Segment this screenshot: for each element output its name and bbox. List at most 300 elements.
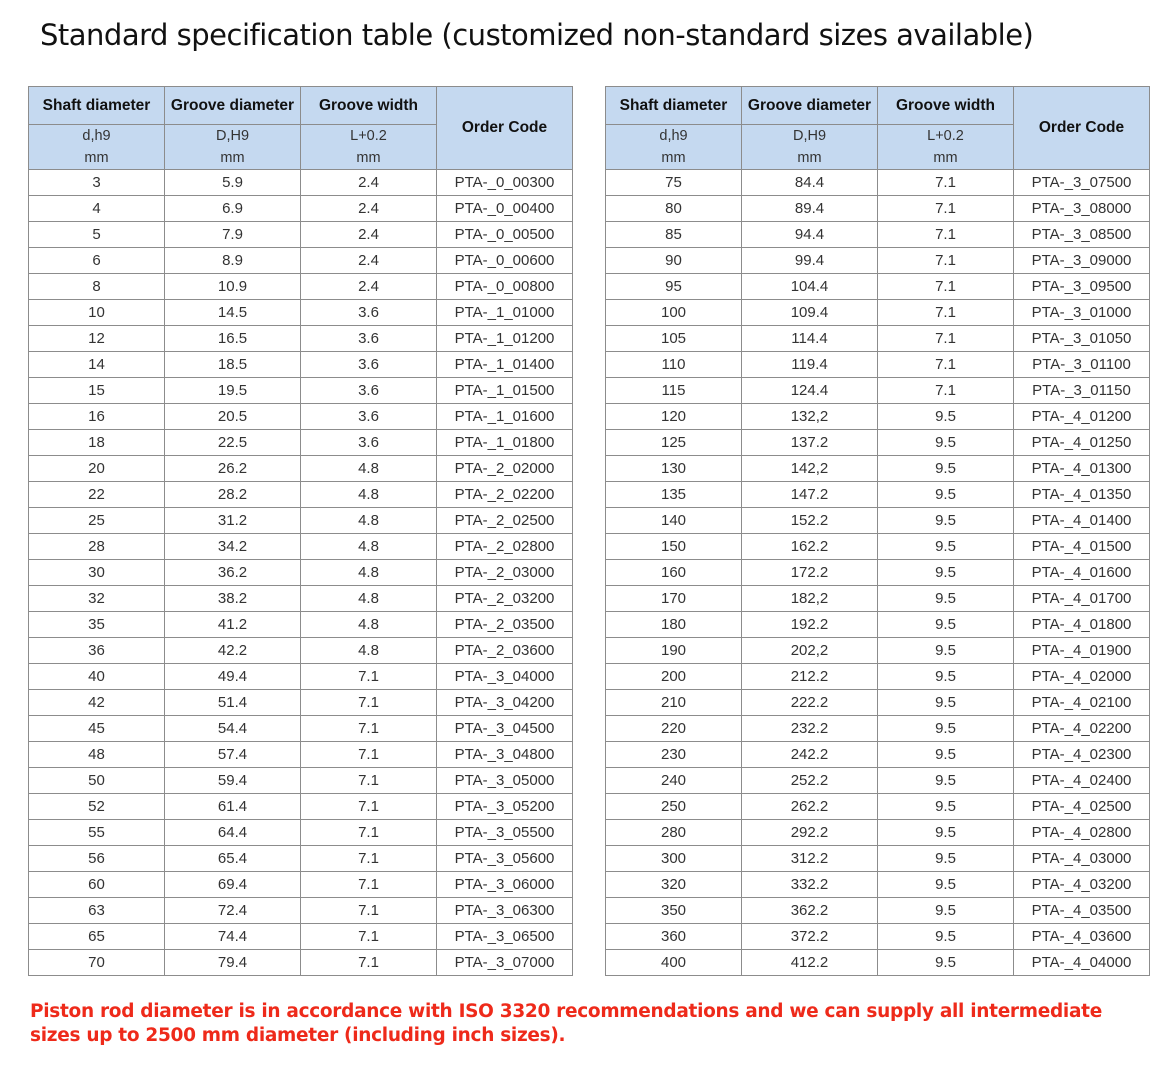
cell-groove-diameter: 74.4 [165,924,301,950]
cell-shaft-diameter: 60 [29,872,165,898]
cell-groove-width: 7.1 [301,768,437,794]
cell-order-code: PTA-_0_00800 [437,274,573,300]
cell-shaft-diameter: 12 [29,326,165,352]
cell-order-code: PTA-_3_06300 [437,898,573,924]
table-row [606,196,1150,222]
table-row [606,664,1150,690]
table-row [606,872,1150,898]
footer-note: Piston rod diameter is in accordance with ISO 3320 recommendations and we can supply all intermediate sizes up to 2500 mm diameter (including inch sizes). [30,1001,1102,1046]
cell-groove-width: 9.5 [878,456,1014,482]
cell-groove-diameter: 42.2 [165,638,301,664]
table-row [29,924,573,950]
table-row [606,716,1150,742]
cell-order-code: PTA-_3_04800 [437,742,573,768]
cell-order-code: PTA-_2_02800 [437,534,573,560]
cell-groove-diameter: 202,2 [742,638,878,664]
cell-order-code: PTA-_4_04000 [1014,950,1150,976]
header-groove-width: Groove width [301,87,437,125]
cell-order-code: PTA-_3_05200 [437,794,573,820]
cell-order-code: PTA-_3_08000 [1014,196,1150,222]
cell-shaft-diameter: 220 [606,716,742,742]
cell-order-code: PTA-_4_01250 [1014,430,1150,456]
header-groove-width: Groove width [878,87,1014,125]
table-row [606,482,1150,508]
table-row [29,274,573,300]
table-row [606,170,1150,196]
cell-shaft-diameter: 180 [606,612,742,638]
header-order-code: Order Code [1014,87,1150,170]
cell-groove-diameter: 252.2 [742,768,878,794]
cell-groove-width: 9.5 [878,560,1014,586]
header-groove-diameter: Groove diameter [742,87,878,125]
cell-groove-width: 7.1 [301,872,437,898]
cell-groove-width: 9.5 [878,950,1014,976]
table-row [606,586,1150,612]
cell-groove-width: 9.5 [878,742,1014,768]
cell-groove-diameter: 6.9 [165,196,301,222]
cell-order-code: PTA-_3_01000 [1014,300,1150,326]
spec-table-right [605,86,1150,976]
cell-groove-diameter: 362.2 [742,898,878,924]
cell-groove-diameter: 72.4 [165,898,301,924]
table-row [29,794,573,820]
cell-shaft-diameter: 75 [606,170,742,196]
cell-groove-width: 7.1 [878,300,1014,326]
cell-groove-width: 9.5 [878,586,1014,612]
cell-order-code: PTA-_4_01350 [1014,482,1150,508]
cell-groove-diameter: 152.2 [742,508,878,534]
cell-order-code: PTA-_4_02100 [1014,690,1150,716]
cell-order-code: PTA-_0_00600 [437,248,573,274]
cell-groove-width: 9.5 [878,664,1014,690]
cell-shaft-diameter: 280 [606,820,742,846]
cell-order-code: PTA-_2_02200 [437,482,573,508]
cell-order-code: PTA-_3_07000 [437,950,573,976]
cell-shaft-diameter: 110 [606,352,742,378]
cell-groove-width: 7.1 [878,274,1014,300]
spec-table-left-body [29,170,573,976]
table-row [29,950,573,976]
table-row [606,404,1150,430]
cell-groove-diameter: 64.4 [165,820,301,846]
cell-order-code: PTA-_2_03600 [437,638,573,664]
cell-order-code: PTA-_4_01700 [1014,586,1150,612]
cell-groove-diameter: 182,2 [742,586,878,612]
cell-shaft-diameter: 160 [606,560,742,586]
cell-groove-width: 4.8 [301,508,437,534]
cell-order-code: PTA-_3_04200 [437,690,573,716]
cell-groove-width: 7.1 [878,378,1014,404]
cell-order-code: PTA-_4_02200 [1014,716,1150,742]
cell-groove-width: 7.1 [878,170,1014,196]
cell-order-code: PTA-_0_00500 [437,222,573,248]
cell-groove-width: 9.5 [878,768,1014,794]
table-row [29,430,573,456]
cell-order-code: PTA-_1_01200 [437,326,573,352]
cell-groove-width: 9.5 [878,716,1014,742]
spec-table-right-body [606,170,1150,976]
table-row [606,534,1150,560]
cell-groove-width: 7.1 [301,846,437,872]
cell-groove-diameter: 412.2 [742,950,878,976]
cell-shaft-diameter: 120 [606,404,742,430]
cell-groove-width: 3.6 [301,352,437,378]
cell-order-code: PTA-_1_01400 [437,352,573,378]
cell-shaft-diameter: 190 [606,638,742,664]
cell-groove-width: 4.8 [301,586,437,612]
cell-shaft-diameter: 22 [29,482,165,508]
table-row [606,222,1150,248]
cell-order-code: PTA-_1_01000 [437,300,573,326]
cell-groove-width: 7.1 [301,794,437,820]
table-row [29,300,573,326]
table-row [29,222,573,248]
cell-groove-width: 2.4 [301,248,437,274]
cell-order-code: PTA-_4_02400 [1014,768,1150,794]
cell-groove-diameter: 89.4 [742,196,878,222]
cell-order-code: PTA-_3_08500 [1014,222,1150,248]
cell-order-code: PTA-_4_03200 [1014,872,1150,898]
cell-groove-diameter: 22.5 [165,430,301,456]
cell-groove-diameter: 14.5 [165,300,301,326]
cell-shaft-diameter: 65 [29,924,165,950]
cell-groove-diameter: 5.9 [165,170,301,196]
table-row [606,898,1150,924]
cell-order-code: PTA-_3_05500 [437,820,573,846]
cell-groove-diameter: 222.2 [742,690,878,716]
table-row [29,638,573,664]
cell-groove-diameter: 147.2 [742,482,878,508]
cell-groove-diameter: 232.2 [742,716,878,742]
table-row [29,820,573,846]
cell-groove-width: 4.8 [301,482,437,508]
cell-groove-width: 9.5 [878,820,1014,846]
cell-order-code: PTA-_3_04500 [437,716,573,742]
cell-shaft-diameter: 105 [606,326,742,352]
cell-groove-diameter: 242.2 [742,742,878,768]
cell-groove-diameter: 124.4 [742,378,878,404]
cell-groove-diameter: 57.4 [165,742,301,768]
cell-order-code: PTA-_4_03600 [1014,924,1150,950]
cell-order-code: PTA-_0_00400 [437,196,573,222]
cell-groove-diameter: 137.2 [742,430,878,456]
cell-shaft-diameter: 56 [29,846,165,872]
table-row [606,612,1150,638]
cell-order-code: PTA-_3_09500 [1014,274,1150,300]
cell-shaft-diameter: 15 [29,378,165,404]
cell-groove-diameter: 65.4 [165,846,301,872]
table-row [606,430,1150,456]
cell-order-code: PTA-_4_01400 [1014,508,1150,534]
table-row [29,378,573,404]
cell-groove-diameter: 262.2 [742,794,878,820]
cell-shaft-diameter: 25 [29,508,165,534]
header-shaft-unit: d,h9 mm [606,125,742,170]
cell-order-code: PTA-_2_02000 [437,456,573,482]
cell-groove-diameter: 162.2 [742,534,878,560]
cell-groove-width: 7.1 [878,222,1014,248]
table-row [29,612,573,638]
cell-shaft-diameter: 16 [29,404,165,430]
cell-groove-diameter: 79.4 [165,950,301,976]
cell-groove-diameter: 8.9 [165,248,301,274]
cell-groove-diameter: 192.2 [742,612,878,638]
cell-groove-width: 7.1 [301,690,437,716]
cell-groove-diameter: 18.5 [165,352,301,378]
cell-order-code: PTA-_4_01800 [1014,612,1150,638]
cell-order-code: PTA-_2_02500 [437,508,573,534]
table-row [606,768,1150,794]
cell-groove-width: 4.8 [301,560,437,586]
cell-order-code: PTA-_1_01500 [437,378,573,404]
table-row [606,638,1150,664]
cell-groove-diameter: 10.9 [165,274,301,300]
cell-groove-diameter: 20.5 [165,404,301,430]
header-shaft-diameter: Shaft diameter [606,87,742,125]
header-shaft-unit: d,h9 mm [29,125,165,170]
cell-groove-width: 7.1 [878,248,1014,274]
cell-groove-width: 7.1 [301,820,437,846]
cell-shaft-diameter: 400 [606,950,742,976]
table-row [29,690,573,716]
cell-order-code: PTA-_2_03200 [437,586,573,612]
table-row [29,404,573,430]
cell-groove-diameter: 59.4 [165,768,301,794]
cell-order-code: PTA-_3_01150 [1014,378,1150,404]
header-groove-diameter-unit: D,H9 mm [165,125,301,170]
cell-shaft-diameter: 40 [29,664,165,690]
cell-shaft-diameter: 20 [29,456,165,482]
spec-table-left [28,86,573,976]
cell-shaft-diameter: 18 [29,430,165,456]
cell-shaft-diameter: 230 [606,742,742,768]
table-row [29,586,573,612]
cell-order-code: PTA-_4_02800 [1014,820,1150,846]
cell-order-code: PTA-_3_09000 [1014,248,1150,274]
cell-shaft-diameter: 5 [29,222,165,248]
cell-shaft-diameter: 320 [606,872,742,898]
cell-shaft-diameter: 140 [606,508,742,534]
cell-groove-diameter: 99.4 [742,248,878,274]
cell-shaft-diameter: 35 [29,612,165,638]
table-row [606,742,1150,768]
cell-groove-width: 9.5 [878,898,1014,924]
cell-groove-width: 4.8 [301,612,437,638]
table-row [29,872,573,898]
cell-groove-diameter: 16.5 [165,326,301,352]
cell-groove-width: 3.6 [301,326,437,352]
cell-groove-width: 9.5 [878,508,1014,534]
cell-groove-width: 9.5 [878,482,1014,508]
cell-groove-diameter: 36.2 [165,560,301,586]
cell-groove-width: 3.6 [301,378,437,404]
cell-order-code: PTA-_4_02500 [1014,794,1150,820]
table-row [606,820,1150,846]
cell-shaft-diameter: 300 [606,846,742,872]
cell-shaft-diameter: 115 [606,378,742,404]
cell-groove-diameter: 49.4 [165,664,301,690]
cell-shaft-diameter: 90 [606,248,742,274]
table-row [606,248,1150,274]
cell-shaft-diameter: 210 [606,690,742,716]
table-row [606,456,1150,482]
table-row [606,326,1150,352]
table-row [606,508,1150,534]
cell-groove-diameter: 31.2 [165,508,301,534]
header-order-code: Order Code [437,87,573,170]
cell-groove-diameter: 114.4 [742,326,878,352]
cell-groove-width: 4.8 [301,534,437,560]
cell-order-code: PTA-_3_07500 [1014,170,1150,196]
table-row [606,378,1150,404]
cell-order-code: PTA-_3_06500 [437,924,573,950]
table-row [29,508,573,534]
header-shaft-diameter: Shaft diameter [29,87,165,125]
cell-groove-diameter: 61.4 [165,794,301,820]
cell-shaft-diameter: 32 [29,586,165,612]
cell-shaft-diameter: 350 [606,898,742,924]
cell-groove-width: 2.4 [301,170,437,196]
cell-order-code: PTA-_3_06000 [437,872,573,898]
cell-shaft-diameter: 6 [29,248,165,274]
cell-order-code: PTA-_4_01600 [1014,560,1150,586]
cell-groove-width: 2.4 [301,222,437,248]
cell-shaft-diameter: 42 [29,690,165,716]
cell-shaft-diameter: 200 [606,664,742,690]
cell-shaft-diameter: 130 [606,456,742,482]
cell-groove-diameter: 372.2 [742,924,878,950]
cell-groove-diameter: 69.4 [165,872,301,898]
cell-order-code: PTA-_4_02300 [1014,742,1150,768]
cell-groove-diameter: 19.5 [165,378,301,404]
table-row [29,560,573,586]
cell-shaft-diameter: 48 [29,742,165,768]
table-row [606,794,1150,820]
cell-order-code: PTA-_1_01800 [437,430,573,456]
table-row [29,482,573,508]
cell-groove-width: 9.5 [878,638,1014,664]
table-row [29,456,573,482]
cell-groove-diameter: 332.2 [742,872,878,898]
cell-groove-diameter: 104.4 [742,274,878,300]
cell-shaft-diameter: 135 [606,482,742,508]
cell-groove-width: 4.8 [301,456,437,482]
cell-order-code: PTA-_3_01050 [1014,326,1150,352]
cell-shaft-diameter: 14 [29,352,165,378]
page-title: Standard specification table (customized non-standard sizes available) [40,18,1034,52]
cell-shaft-diameter: 52 [29,794,165,820]
cell-shaft-diameter: 80 [606,196,742,222]
cell-groove-width: 7.1 [878,352,1014,378]
table-row [29,170,573,196]
table-row [29,248,573,274]
cell-shaft-diameter: 28 [29,534,165,560]
cell-groove-diameter: 132,2 [742,404,878,430]
cell-groove-width: 7.1 [301,716,437,742]
cell-shaft-diameter: 30 [29,560,165,586]
table-row [606,950,1150,976]
cell-shaft-diameter: 63 [29,898,165,924]
cell-shaft-diameter: 360 [606,924,742,950]
cell-groove-width: 9.5 [878,794,1014,820]
table-row [29,196,573,222]
table-row [29,664,573,690]
table-row [29,716,573,742]
cell-order-code: PTA-_3_04000 [437,664,573,690]
cell-groove-width: 7.1 [301,898,437,924]
cell-groove-width: 9.5 [878,924,1014,950]
cell-shaft-diameter: 36 [29,638,165,664]
cell-groove-width: 9.5 [878,404,1014,430]
cell-groove-width: 3.6 [301,300,437,326]
cell-groove-diameter: 26.2 [165,456,301,482]
cell-groove-width: 3.6 [301,404,437,430]
cell-order-code: PTA-_2_03000 [437,560,573,586]
cell-groove-diameter: 212.2 [742,664,878,690]
cell-groove-diameter: 292.2 [742,820,878,846]
cell-shaft-diameter: 250 [606,794,742,820]
table-row [29,768,573,794]
cell-groove-diameter: 28.2 [165,482,301,508]
cell-groove-diameter: 38.2 [165,586,301,612]
cell-groove-width: 9.5 [878,534,1014,560]
table-row [606,352,1150,378]
cell-groove-width: 9.5 [878,872,1014,898]
cell-groove-width: 9.5 [878,612,1014,638]
table-row [606,560,1150,586]
cell-groove-width: 7.1 [301,950,437,976]
cell-order-code: PTA-_4_01900 [1014,638,1150,664]
cell-groove-diameter: 172.2 [742,560,878,586]
cell-groove-width: 7.1 [878,196,1014,222]
cell-shaft-diameter: 150 [606,534,742,560]
cell-order-code: PTA-_4_03000 [1014,846,1150,872]
cell-order-code: PTA-_3_05000 [437,768,573,794]
cell-order-code: PTA-_3_05600 [437,846,573,872]
cell-shaft-diameter: 85 [606,222,742,248]
cell-groove-diameter: 142,2 [742,456,878,482]
cell-groove-width: 7.1 [301,664,437,690]
cell-shaft-diameter: 125 [606,430,742,456]
cell-groove-diameter: 7.9 [165,222,301,248]
table-row [29,326,573,352]
cell-order-code: PTA-_1_01600 [437,404,573,430]
cell-groove-diameter: 312.2 [742,846,878,872]
cell-groove-diameter: 41.2 [165,612,301,638]
cell-shaft-diameter: 170 [606,586,742,612]
table-row [29,898,573,924]
table-row [606,690,1150,716]
cell-groove-width: 2.4 [301,196,437,222]
table-row [29,534,573,560]
table-row [29,742,573,768]
cell-groove-diameter: 119.4 [742,352,878,378]
cell-groove-width: 9.5 [878,430,1014,456]
cell-groove-diameter: 109.4 [742,300,878,326]
table-row [606,300,1150,326]
header-groove-width-unit: L+0.2 mm [301,125,437,170]
cell-shaft-diameter: 50 [29,768,165,794]
cell-order-code: PTA-_4_01200 [1014,404,1150,430]
cell-order-code: PTA-_0_00300 [437,170,573,196]
cell-groove-width: 7.1 [301,924,437,950]
cell-groove-diameter: 54.4 [165,716,301,742]
cell-shaft-diameter: 3 [29,170,165,196]
cell-order-code: PTA-_4_01300 [1014,456,1150,482]
cell-shaft-diameter: 100 [606,300,742,326]
header-groove-diameter-unit: D,H9 mm [742,125,878,170]
cell-groove-width: 7.1 [878,326,1014,352]
